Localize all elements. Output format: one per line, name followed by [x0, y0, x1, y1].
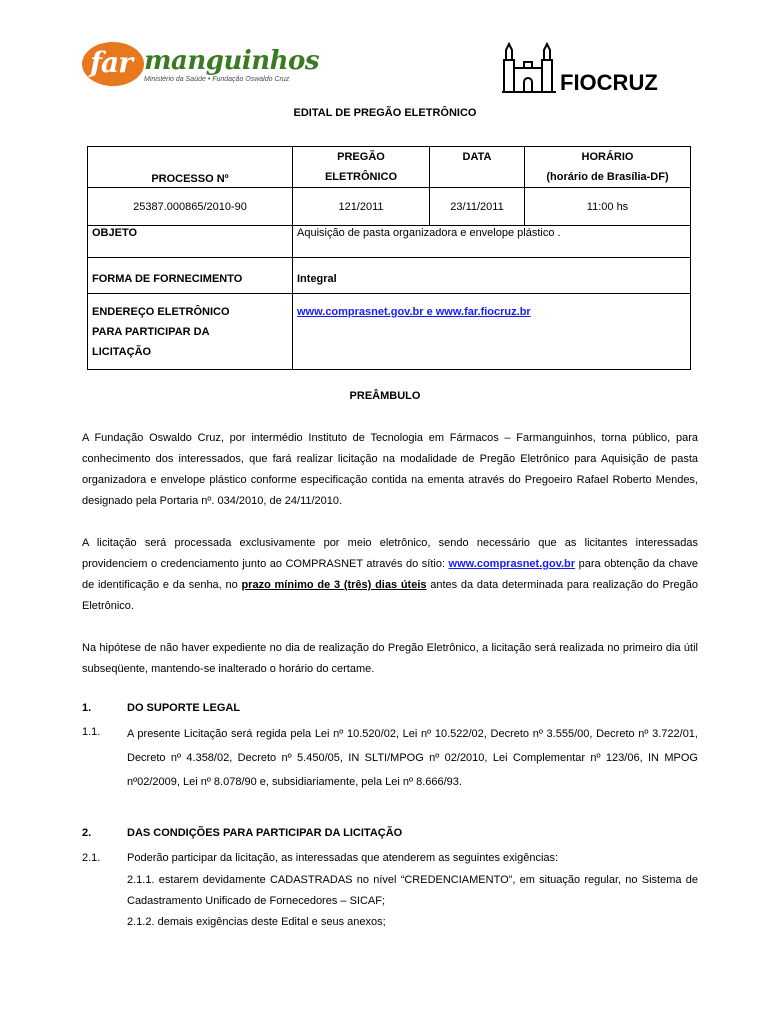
header-horario-line2: (horário de Brasília-DF): [546, 171, 669, 183]
p2-text-a: A licitação será processada exclusivamente por meio eletrônico, sendo necessário que as licitantes interessadas providenciem o credenciamento junto ao COMPRASNET através do sítio:: [82, 537, 698, 570]
label-endereco-line3: LICITAÇÃO: [92, 346, 152, 358]
logo-tagline: Ministério da Saúde • Fundação Oswaldo Cruz: [144, 76, 290, 83]
p2-deadline: prazo mínimo de 3 (três) dias úteis: [241, 579, 427, 591]
preambulo-title: PREÂMBULO: [349, 390, 421, 402]
section-2-1-text: Poderão participar da licitação, as interessadas que atenderem as seguintes exigências:: [127, 852, 559, 864]
header-processo: PROCESSO Nº: [88, 147, 293, 188]
castle-icon: [500, 42, 560, 96]
label-objeto: OBJETO: [88, 226, 293, 258]
fiocruz-logo: [500, 42, 690, 96]
header-horario-line1: HORÁRIO: [581, 151, 634, 163]
header-pregao-line1: PREGÃO: [337, 151, 385, 163]
preambulo-paragraph-1: A Fundação Oswaldo Cruz, por intermédio Instituto de Tecnologia em Fármacos – Farmanguinhos, torna público, para conhecimento dos interessados, que fará realizar licitação na modalidade de Pregão Eletrônico para Aquisição de pasta organizadora e envelope plástico conforme especificação contida na ementa através do Pregoeiro Rafael Roberto Mendes, designado pela Portaria nº. 034/2010, de 24/11/2010.: [82, 432, 698, 507]
label-endereco: [88, 294, 293, 370]
section-2-1-2-text: 2.1.2. demais exigências deste Edital e seus anexos;: [127, 916, 386, 928]
logo-prefix: far: [90, 46, 132, 79]
section-2-title: DAS CONDIÇÕES PARA PARTICIPAR DA LICITAÇÃO: [127, 827, 403, 839]
p2-text-b: para obtenção da chave de identificação e da senha, no: [82, 558, 699, 591]
section-2-1-1-text: 2.1.1. estarem devidamente CADASTRADAS no nível “CREDENCIAMENTO”, em situação regular, no Sistema de Cadastramento Unificado de Fornecedores – SICAF;: [127, 874, 698, 907]
label-endereco-line1: ENDEREÇO ELETRÔNICO: [92, 306, 230, 318]
cell-pregao: 121/2011: [293, 188, 430, 226]
header-pregao: [293, 147, 430, 188]
label-endereco-line2: PARA PARTICIPAR DA: [92, 326, 210, 338]
preambulo-paragraph-3: Na hipótese de não haver expediente no dia de realização do Pregão Eletrônico, a licitação será realizada no primeiro dia útil subseqüente, mantendo-se inalterado o horário do certame.: [82, 642, 698, 675]
section-1-1-number: 1.1.: [82, 726, 101, 738]
section-2-number: 2.: [82, 827, 92, 839]
endereco-link[interactable]: www.comprasnet.gov.br e www.far.fiocruz.br: [297, 306, 531, 318]
cell-processo: 25387.000865/2010-90: [88, 188, 293, 226]
section-1-1-text: A presente Licitação será regida pela Lei nº 10.520/02, Lei nº 10.522/02, Decreto nº 3.555/00, Decreto nº 3.722/01, Decreto nº 4.358/02, Decreto nº 5.450/05, IN SLTI/MPOG nº 02/2010, Lei Complementar nº 123/06, IN MPOG nº02/2009, Lei nº 8.078/90 e, subsidiariamente, pela Lei nº 8.666/93.: [127, 728, 698, 788]
header-pregao-line2: ELETRÔNICO: [324, 171, 398, 183]
label-forma: FORMA DE FORNECIMENTO: [88, 258, 293, 294]
value-endereco: [293, 294, 691, 370]
section-1-title: DO SUPORTE LEGAL: [127, 702, 241, 714]
preambulo-paragraph-2: [82, 533, 698, 617]
cell-horario: 11:00 hs: [525, 188, 691, 226]
document-title: EDITAL DE PREGÃO ELETRÔNICO: [293, 107, 477, 119]
p2-text-c: antes da data determinada para realização do Pregão Eletrônico.: [82, 579, 698, 612]
value-forma: Integral: [293, 258, 691, 294]
value-objeto: Aquisição de pasta organizadora e envelope plástico .: [293, 226, 691, 258]
section-2-1-number: 2.1.: [82, 852, 101, 864]
logo-name: manguinhos: [144, 46, 320, 76]
header-data: DATA: [430, 147, 525, 188]
farmanguinhos-logo: [82, 40, 320, 90]
comprasnet-link[interactable]: www.comprasnet.gov.br: [448, 558, 576, 570]
process-table: [87, 146, 691, 370]
header-horario: [525, 147, 691, 188]
fiocruz-name: FIOCRUZ: [560, 70, 658, 95]
cell-data: 23/11/2011: [430, 188, 525, 226]
section-1-number: 1.: [82, 702, 92, 714]
